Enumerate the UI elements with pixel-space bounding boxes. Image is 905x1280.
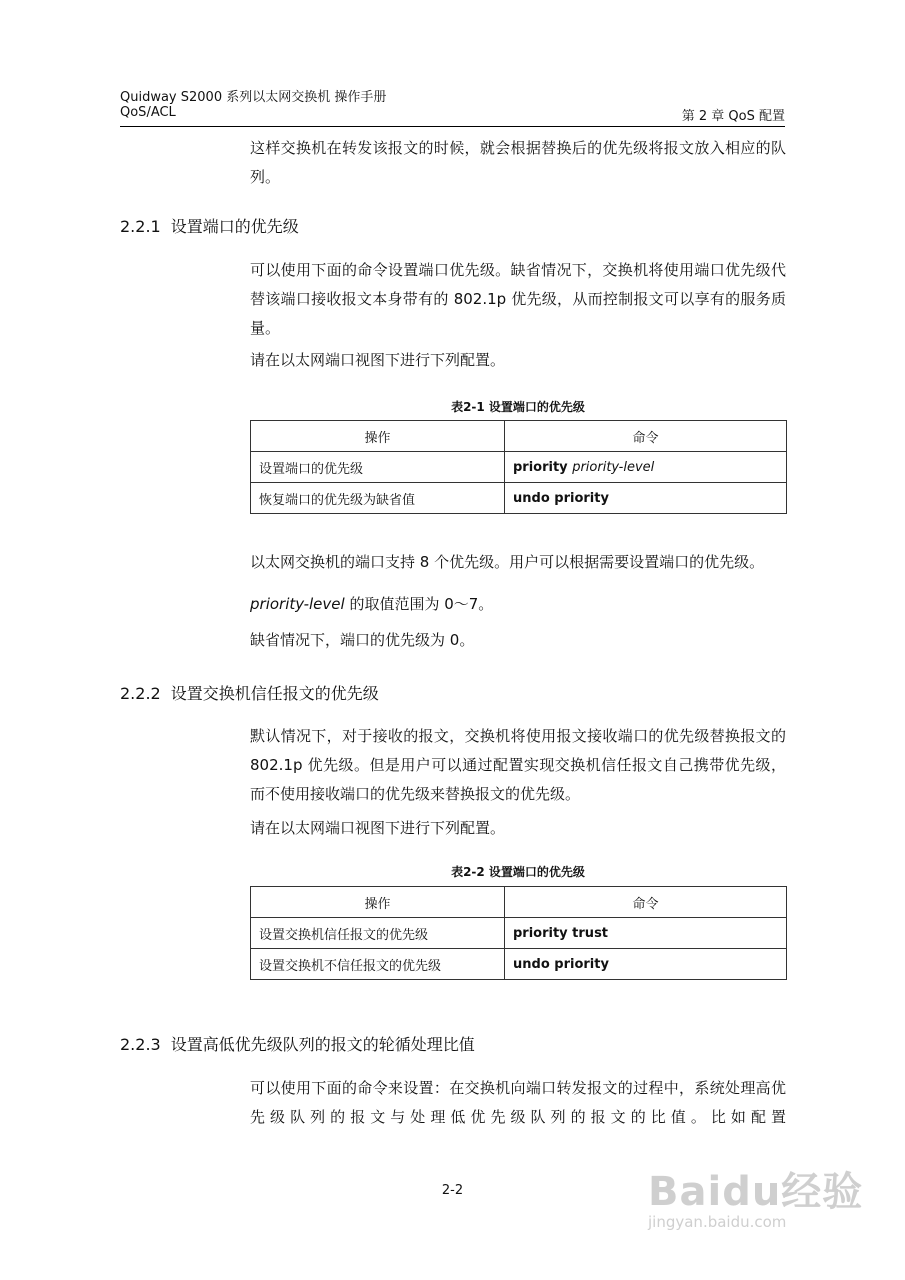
page-number: 2-2	[441, 1183, 464, 1198]
table-cell-op: 设置交换机信任报文的优先级	[251, 918, 505, 949]
section-title: 设置端口的优先级	[170, 217, 299, 236]
table-header-cmd: 命令	[505, 421, 787, 452]
watermark-logo: Baidu经验	[648, 1169, 864, 1215]
table-header-op: 操作	[251, 887, 505, 918]
table-2-2	[250, 886, 787, 980]
table-cell-op: 恢复端口的优先级为缺省值	[251, 483, 505, 514]
watermark-url: jingyan.baidu.com	[648, 1213, 787, 1231]
table-header-op: 操作	[251, 421, 505, 452]
intro-paragraph: 这样交换机在转发该报文的时候，就会根据替换后的优先级将报文放入相应的队列。	[250, 139, 786, 186]
header-chapter: 第 2 章 QoS 配置	[681, 109, 785, 124]
section-number: 2.2.3	[120, 1035, 161, 1054]
table-cell-cmd: priority trust	[505, 918, 787, 949]
section-2-2-1-note2	[250, 590, 786, 619]
page-header	[120, 86, 785, 127]
section-2-2-2-heading	[120, 681, 379, 704]
table-header-row	[251, 421, 787, 452]
section-2-2-1-note3: 缺省情况下，端口的优先级为 0。	[250, 631, 475, 649]
cmd-argument: priority-level	[572, 459, 655, 475]
section-2-2-3-para1: 可以使用下面的命令来设置：在交换机向端口转发报文的过程中，系统处理高优先级队列的报文与处理低优先级队列的报文的比值。比如配置	[250, 1079, 786, 1126]
table-header-row	[251, 887, 787, 918]
section-number: 2.2.1	[120, 217, 161, 236]
section-title: 设置交换机信任报文的优先级	[170, 684, 379, 703]
note-text: 的取值范围为 0～7。	[344, 595, 494, 613]
header-rule	[120, 126, 785, 127]
table-row	[251, 483, 787, 514]
table-header-cmd: 命令	[505, 887, 787, 918]
section-2-2-1-para2: 请在以太网端口视图下进行下列配置。	[250, 351, 506, 369]
table-row	[251, 918, 787, 949]
section-2-2-1-note1: 以太网交换机的端口支持 8 个优先级。用户可以根据需要设置端口的优先级。	[250, 553, 765, 571]
note-argument: priority-level	[250, 595, 345, 613]
header-section: QoS/ACL	[120, 105, 176, 120]
section-2-2-2-para2: 请在以太网端口视图下进行下列配置。	[250, 819, 506, 837]
table-2-1	[250, 420, 787, 514]
watermark	[648, 1160, 878, 1231]
table-row	[251, 949, 787, 980]
section-2-2-3-heading	[120, 1032, 475, 1055]
section-2-2-1-para1: 可以使用下面的命令设置端口优先级。缺省情况下，交换机将使用端口优先级代替该端口接收报文本身带有的 802.1p 优先级，从而控制报文可以享有的服务质量。	[250, 261, 786, 337]
table-cell-cmd	[505, 452, 787, 483]
header-manual-title: Quidway S2000 系列以太网交换机 操作手册	[120, 90, 387, 105]
section-2-2-1-heading	[120, 214, 299, 237]
section-title: 设置高低优先级队列的报文的轮循处理比值	[170, 1035, 475, 1054]
section-2-2-2-para1: 默认情况下，对于接收的报文，交换机将使用报文接收端口的优先级替换报文的 802.1p 优先级。但是用户可以通过配置实现交换机信任报文自己携带优先级，而不使用接收端口的优先级来替换报文的优先级。	[250, 727, 786, 803]
section-number: 2.2.2	[120, 684, 161, 703]
table-cell-op: 设置端口的优先级	[251, 452, 505, 483]
table-2-2-caption: 表2-2 设置端口的优先级	[451, 865, 585, 879]
cmd-keyword: priority	[513, 459, 568, 475]
table-2-1-caption: 表2-1 设置端口的优先级	[451, 400, 585, 414]
table-row	[251, 452, 787, 483]
table-cell-op: 设置交换机不信任报文的优先级	[251, 949, 505, 980]
table-cell-cmd: undo priority	[505, 483, 787, 514]
table-cell-cmd: undo priority	[505, 949, 787, 980]
